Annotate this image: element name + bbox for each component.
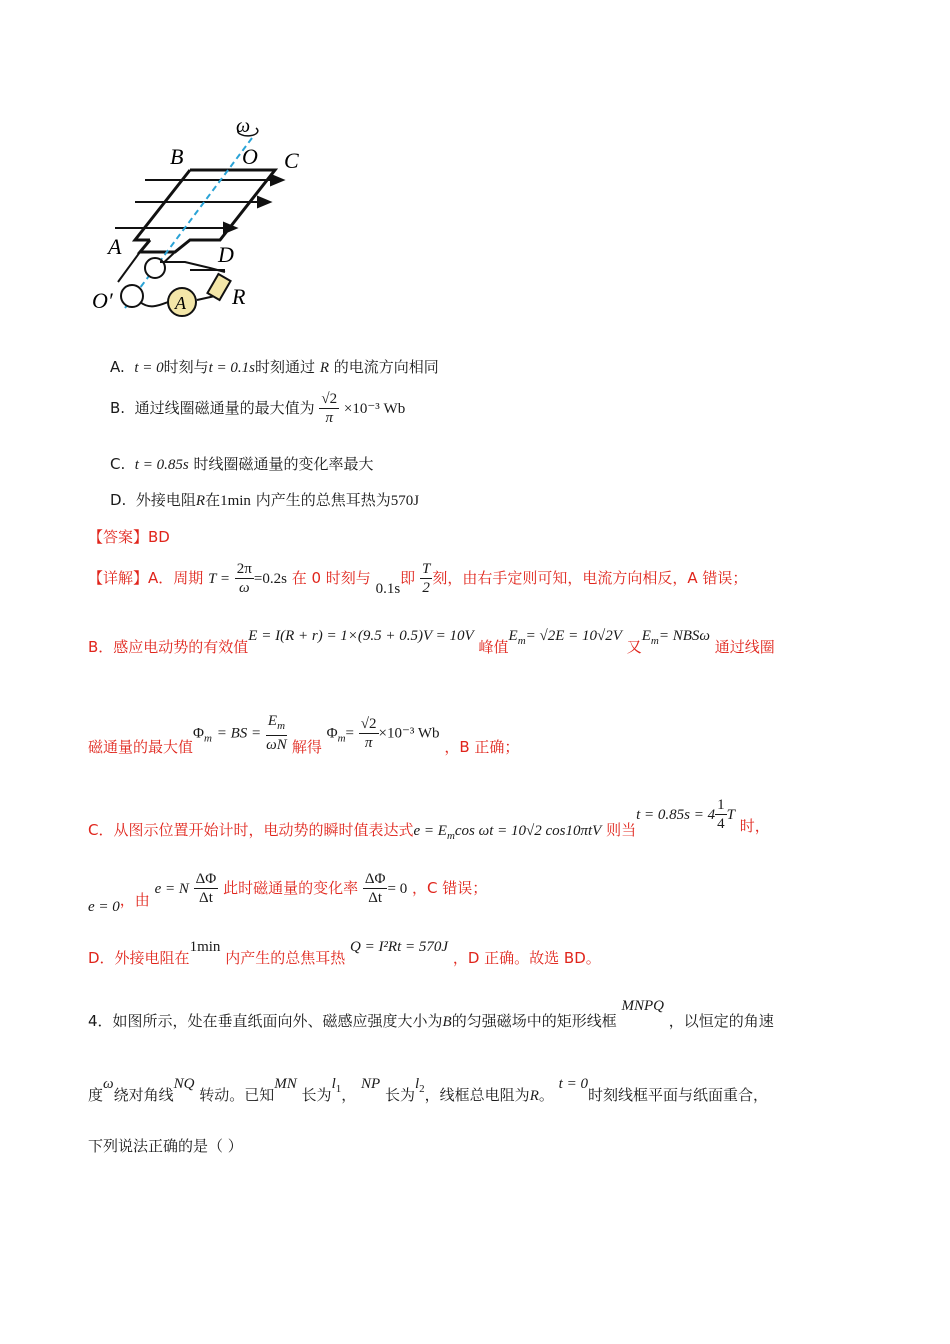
fraction: $\frac{√2}{\pi}$ [321,391,338,426]
math: = NBSω [658,628,711,644]
math: NP [361,1076,381,1092]
text: ，以恒定的角速 [668,1012,774,1030]
text: 时刻与 [163,358,209,376]
math: = √2E = 10√2V [525,628,622,644]
question-4-line2 [88,1072,768,1104]
label-C: C [284,148,299,173]
question-4-line3 [88,1135,243,1156]
math: E = I(R + r) = 1×(9.5 + 0.5)V = 10V [248,628,474,644]
math: 0.1s [375,581,401,597]
fraction: $\frac{1}{4}$ [717,797,725,832]
text: 下列说法正确的是（ ） [88,1137,243,1155]
math: t = 0.1s [208,360,256,376]
circuit-wire-bottom [140,302,168,306]
math: e = N [154,881,189,897]
generator-diagram [85,112,325,322]
label-A: A [108,234,122,259]
math: l [415,1076,420,1092]
math: = BS = [216,725,262,742]
label-ammeter: A [175,293,186,313]
fraction: $\frac{E_m}{\omega N}$ [266,713,287,753]
text: ，由 [119,891,150,909]
resistor [207,274,230,300]
label-R: R [232,284,246,309]
fraction: $\frac{√2}{\pi}$ [360,715,377,751]
answer-label: 【答案】 [88,528,149,546]
math: T = [208,571,231,587]
fraction: $\frac{T}{2}$ [421,561,431,596]
math: e = 0 [88,899,120,915]
text: ，B 正确； [444,737,520,756]
label-O: O [242,144,258,169]
text: ，C 错误； [411,879,488,897]
text: A．周期 [148,569,204,587]
detail-b-line2 [88,712,519,754]
math: R [319,360,329,376]
math: t = 0.85s [134,457,189,473]
math: =0.2s [253,571,287,587]
math: cos ωt = 10√2 cos10πtV [454,823,602,839]
math: MNPQ [621,998,665,1014]
math: NQ [173,1076,195,1092]
math: 570J [390,493,420,509]
option-label: C. [110,455,126,473]
math: Q = I²Rt = 570J [349,939,449,955]
fraction: $\frac{\Delta\Phi}{\Delta t}$ [195,871,217,906]
math: T [726,807,735,823]
text: 4．如图所示，处在垂直纸面向外、磁感应强度大小为 [88,1012,443,1030]
text: 在 0 时刻与 [291,569,371,587]
text: 即 [400,569,416,587]
answer-value: BD [148,528,170,546]
math: Φ [193,725,204,742]
detail-a [88,560,747,597]
option-label: D. [110,491,127,509]
math: l [331,1076,336,1092]
text: 则当 [606,821,637,839]
math: = [345,725,355,742]
math: m [517,635,526,647]
text: 又 [626,638,642,656]
text: B．感应电动势的有效值 [88,638,249,656]
math: Φ [326,725,338,742]
math: MN [274,1076,297,1092]
math: ω [103,1076,114,1092]
text: 内产生的总焦耳热 [225,949,346,967]
math: t = 0 [134,360,164,376]
math: 1min [189,939,221,955]
math: m [337,732,346,745]
option-c [110,453,373,474]
text: 通过线圈 [714,638,775,656]
fraction: $\frac{2\pi}{\omega}$ [236,561,252,596]
text: 长为 [384,1086,415,1104]
math: ×10⁻³ Wb [343,401,406,417]
option-b [110,390,405,427]
math: t = 0.85s = 4 [636,807,716,823]
text: 转动。已知 [199,1086,275,1104]
math: 2 [419,1083,425,1095]
math: m [446,830,455,842]
label-B: B [170,144,184,169]
text: ， [341,1086,357,1104]
math: ×10⁻³ Wb [378,725,440,742]
detail-c-line2 [88,870,488,915]
option-d [110,489,419,510]
text: 度 [88,1086,104,1104]
math: t = 0 [558,1076,588,1092]
text: 内产生的总焦耳热为 [255,491,391,509]
text: 长为 [301,1086,332,1104]
text: 此时磁通量的变化率 [223,879,359,897]
text: ，D 正确。故选 BD。 [452,949,601,967]
fraction: $\frac{\Delta\Phi}{\Delta t}$ [364,871,386,906]
detail-label: 【详解】 [88,569,149,587]
detail-b-line1 [88,624,775,656]
option-a [110,356,439,377]
text: 刻，由右手定则可知，电流方向相反，A 错误； [432,569,748,587]
option-label: A. [110,358,125,376]
text: 时， [739,817,770,835]
text: C．从图示位置开始计时，电动势的瞬时值表达式 [88,821,414,839]
math: = 0 [387,881,408,897]
answer [88,526,170,547]
text: 外接电阻 [135,491,196,509]
math: m [203,732,212,745]
math: 1 [335,1083,342,1095]
question-4-line1 [88,994,774,1030]
math: B [442,1014,452,1030]
field-arrows [115,175,283,270]
text: ，线框总电阻为 [424,1086,530,1104]
text: 。 [538,1086,554,1104]
text: D．外接电阻在 [88,949,190,967]
text: 时线圈磁通量的变化率最大 [193,455,374,473]
text: 通过线圈磁通量的最大值为 [134,399,315,417]
text: 磁通量的最大值 [88,737,194,756]
math: R [195,493,206,509]
slip-ring-2 [121,285,143,307]
math: 1min [220,493,251,509]
text: 时刻通过 [255,358,316,376]
text: 在 [205,491,221,509]
label-O-prime: O′ [92,288,113,313]
text: 的匀强磁场中的矩形线框 [451,1012,617,1030]
math: m [650,635,659,647]
math: E [641,628,651,644]
detail-c-line1 [88,796,770,842]
option-label: B. [110,399,126,417]
label-omega: ω [236,115,251,137]
math: E [508,628,518,644]
math: e = E [413,823,447,839]
text: 峰值 [478,638,509,656]
text: 解得 [291,737,322,756]
text: 时刻线框平面与纸面重合， [587,1086,768,1104]
label-D: D [218,242,234,267]
math: R [529,1088,539,1104]
text: 绕对角线 [113,1086,174,1104]
detail-d [88,935,601,967]
text: 的电流方向相同 [333,358,439,376]
